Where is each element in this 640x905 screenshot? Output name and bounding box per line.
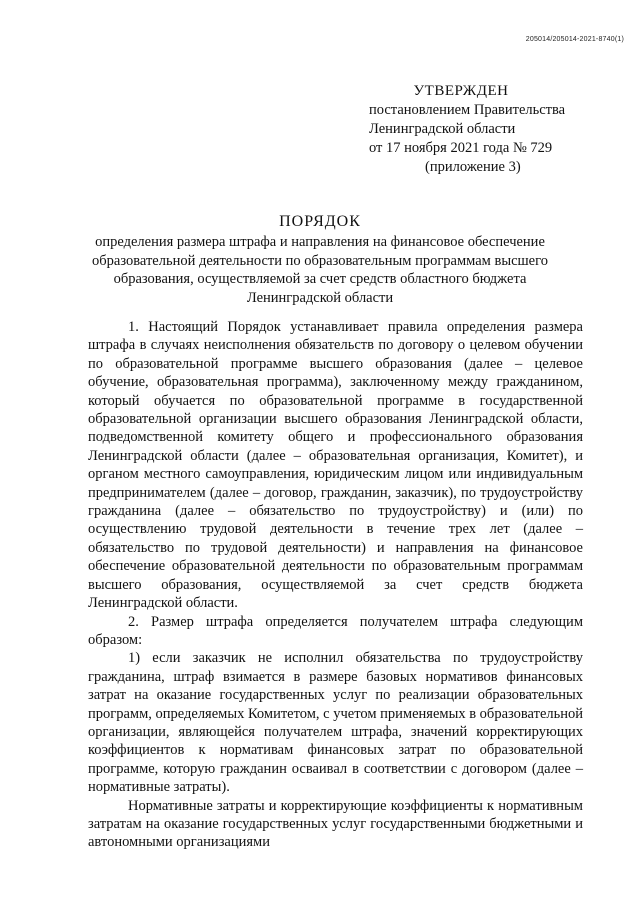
- document-body: [88, 318, 583, 851]
- approval-line-resolution: постановлением Правительства: [369, 102, 566, 118]
- paragraph-2: 2. Размер штрафа определяется получателем штрафа следующим образом:: [88, 613, 583, 648]
- approval-line-date: от 17 ноября 2021 года № 729: [369, 140, 553, 156]
- approval-line-region: Ленинградской области: [369, 121, 516, 137]
- approval-stamp: [369, 82, 619, 177]
- paragraph-2-item-1: 1) если заказчик не исполнил обязательства по трудоустройству гражданина, штраф взимается в размере базовых нормативов финансовых затрат на оказание государственных услуг по реализации образовательных программ, определяемых Комитетом, с учетом применяемых в образовательной организации, являющейся получателем штрафа, значений корректирующих коэффициентов к нормативам финансовых затрат по образовательной программе, которую гражданин осваивал в соответствии с договором (далее – нормативные затраты).: [88, 650, 583, 796]
- approved-heading: УТВЕРЖДЕН: [413, 83, 509, 99]
- paragraph-normative-costs: Нормативные затраты и корректирующие коэффициенты к нормативным затратам на оказание государственных услуг государственными бюджетными и автономными организациями: [88, 797, 583, 851]
- title-subtitle: определения размера штрафа и направления на финансовое обеспечение образовательной деятельности по образовательным программам высшего образования, осуществляемой за счет средств областного бюджета Ленинградской области: [92, 234, 548, 306]
- approval-line-annex: (приложение 3): [425, 159, 521, 175]
- title-heading: ПОРЯДОК: [279, 213, 361, 230]
- paragraph-1: 1. Настоящий Порядок устанавливает правила определения размера штрафа в случаях неисполнения обязательств по договору о целевом обучении по образовательной программе высшего образования (далее – целевое обучение, образовательная программа), заключенному между гражданином, который обучается по образовательной программе в государственной образовательной организации высшего образования Ленинградской области, подведомственной комитету общего и профессионального образования Ленинградской области (далее – образовательная организация, Комитет), и органом местного самоуправления, юридическим лицом или индивидуальным предпринимателем (далее – договор, гражданин, заказчик), по трудоустройству гражданина (далее – обязательство по трудоустройству) и (или) по осуществлению трудовой деятельности в течение трех лет (далее – обязательство по трудовой деятельности) и направления на финансовое обеспечение образовательной деятельности по образовательным программам высшего образования, осуществляемой за счет средств бюджета Ленинградской области.: [88, 319, 583, 612]
- document-title: [80, 213, 560, 307]
- document-id: 205014/205014-2021-8740(1): [525, 36, 624, 43]
